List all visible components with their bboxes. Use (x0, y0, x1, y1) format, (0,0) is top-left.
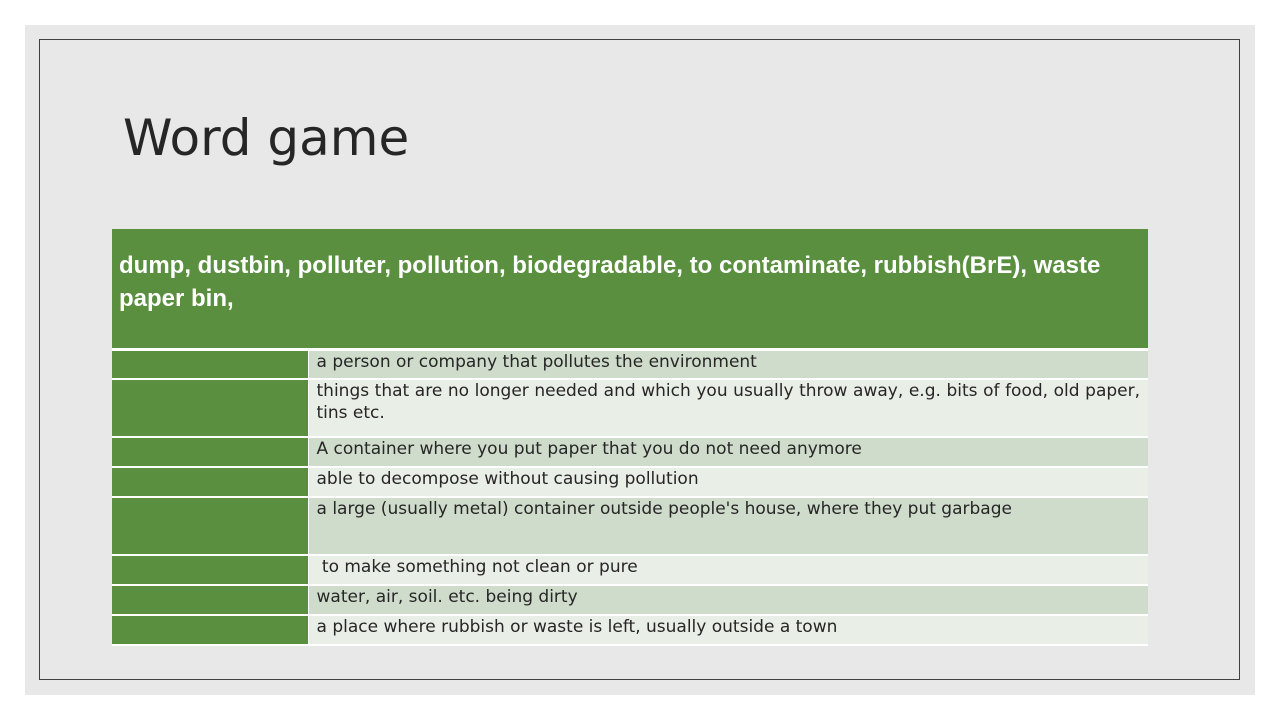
table-row (112, 615, 1148, 645)
table-header-row (112, 229, 1148, 349)
answer-cell[interactable] (112, 379, 308, 437)
word-list-cell: dump, dustbin, polluter, pollution, biodegradable, to contaminate, rubbish(BrE), waste paper bin, (112, 229, 1148, 349)
definition-cell: A container where you put paper that you do not need anymore (308, 437, 1148, 467)
table-row (112, 585, 1148, 615)
definition-cell: things that are no longer needed and which you usually throw away, e.g. bits of food, old paper, tins etc. (308, 379, 1148, 437)
definition-cell: a place where rubbish or waste is left, usually outside a town (308, 615, 1148, 645)
answer-cell[interactable] (112, 497, 308, 555)
answer-cell[interactable] (112, 437, 308, 467)
definition-cell: to make something not clean or pure (308, 555, 1148, 585)
answer-cell[interactable] (112, 585, 308, 615)
word-game-table (112, 229, 1148, 646)
definition-cell: able to decompose without causing pollution (308, 467, 1148, 497)
table-row (112, 555, 1148, 585)
definition-cell: water, air, soil. etc. being dirty (308, 585, 1148, 615)
table-row (112, 379, 1148, 437)
table-row (112, 467, 1148, 497)
answer-cell[interactable] (112, 555, 308, 585)
table-row (112, 497, 1148, 555)
answer-cell[interactable] (112, 349, 308, 379)
slide-title: Word game (123, 109, 410, 167)
table-row (112, 349, 1148, 379)
answer-cell[interactable] (112, 615, 308, 645)
answer-cell[interactable] (112, 467, 308, 497)
definition-cell: a large (usually metal) container outside people's house, where they put garbage (308, 497, 1148, 555)
table-row (112, 437, 1148, 467)
definition-cell: a person or company that pollutes the environment (308, 349, 1148, 379)
